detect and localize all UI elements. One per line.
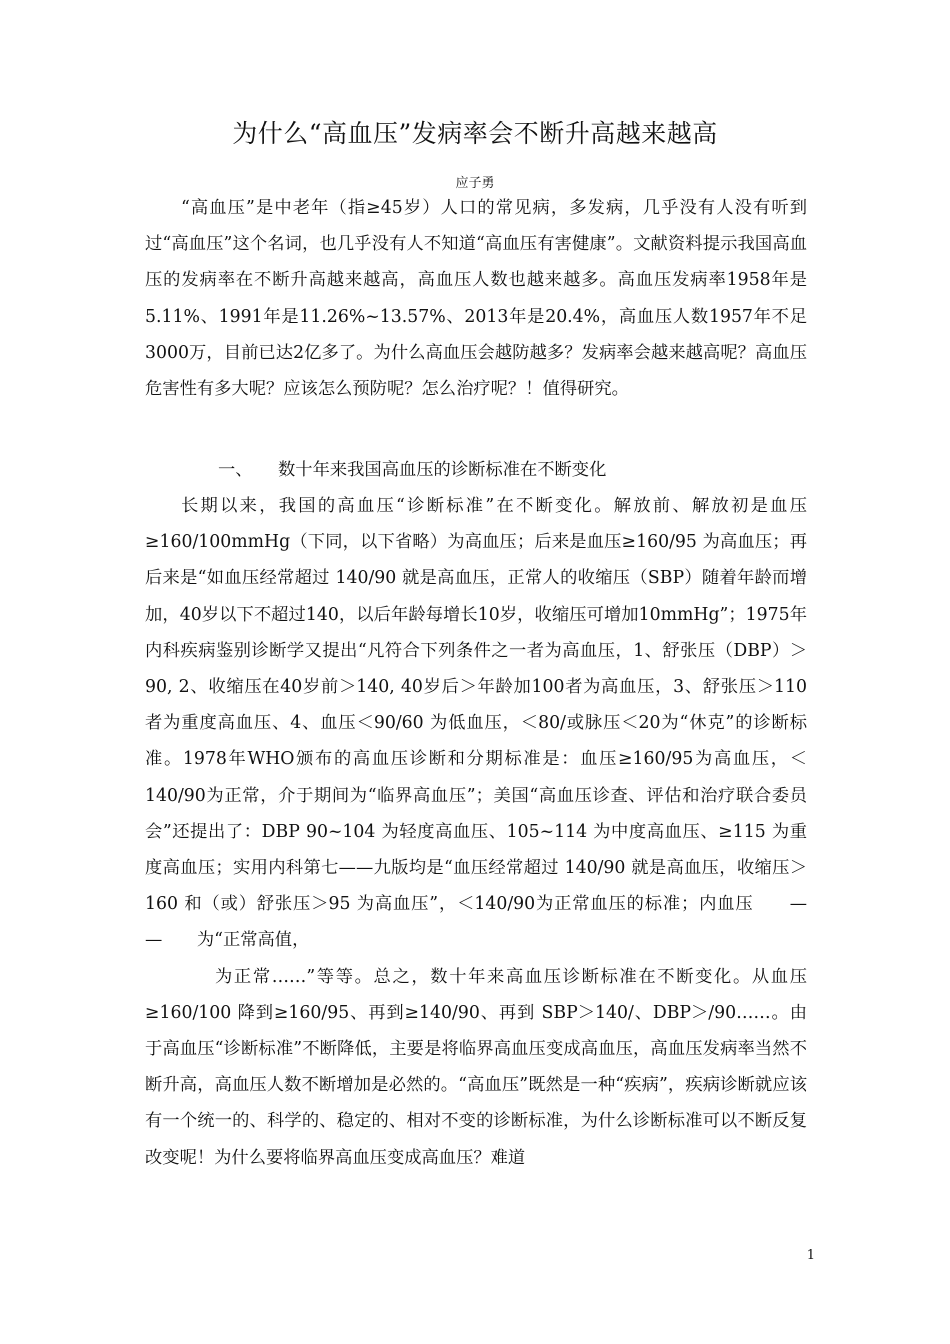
author-name: 应子勇 [455,176,495,191]
section-paragraph-b: 为正常……”等等。总之，数十年来高血压诊断标准在不断变化。从血压≥160/100 降到≥160/95、再到≥140/90、再到 SBP＞140/、DBP＞/90……。由于高血压“诊断标准”不断降低，主要是将临界高血压变成高血压，高血压发病率当然不断升高，高血压人数不断增加是必然的。“高血压”既然是一种“疾病”，疾病诊断就应该有一个统一的、科学的、稳定的、相对不变的诊断标准，为什么诊断标准可以不断反复改变呢！为什么要将临界高血压变成高血压？难道 [145,966,807,1168]
intro-paragraph: “高血压”是中老年（指≥45岁）人口的常见病，多发病，几乎没有人没有听到过“高血压”这个名词，也几乎没有人不知道“高血压有害健康”。文献资料提示我国高血压的发病率在不断升高越来越高，高血压人数也越来越多。高血压发病率1958年是5.11%、1991年是11.26%~13.57%、2013年是20.4%，高血压人数1957年不足3000万，目前已达2亿多了。为什么高血压会越防越多？发病率会越来越高呢？高血压危害性有多大呢？应该怎么预防呢？怎么治疗呢？！值得研究。 [145,198,807,400]
intro-section [145,190,807,407]
page-number: 1 [806,1248,815,1263]
section-paragraph-a: 长期以来，我国的高血压“诊断标准”在不断变化。解放前、解放初是血压≥160/100mmHg（下同，以下省略）为高血压；后来是血压≥160/95 为高血压；再后来是“如血压经常超过 140/90 就是高血压，正常人的收缩压（SBP）随着年龄而增加，40岁以下不超过140，以后年龄每增长10岁，收缩压可增加10mmHg”；1975年内科疾病鉴别诊断学又提出“凡符合下列条件之一者为高血压，1、舒张压（DBP）＞90, 2、收缩压在40岁前＞140, 40岁后＞年龄加100者为高血压，3、舒张压＞110 者为重度高血压、4、血压＜90/60 为低血压，＜80/或脉压＜20为“休克”的诊断标准。1978年WHO颁布的高血压诊断和分期标准是：血压≥160/95为高血压，＜140/90为正常，介于期间为“临界高血压”；美国“高血压诊查、评估和治疗联合委员会”还提出了：DBP 90~104 为轻度高血压、105~114 为中度高血压、≥115 为重度高血压；实用内科第七——九版均是“血压经常超过 140/90 就是高血压，收缩压＞160 和（或）舒张压＞95 为高血压”，＜140/90为正常血压的标准；内血压 — — 为“正常高值， [145,496,859,951]
section-heading-text: 数十年来我国高血压的诊断标准在不断变化 [278,460,607,480]
section-body [145,488,859,1176]
section-heading [218,452,606,488]
section-number: 一、 [218,460,253,480]
document-title: 为什么“高血压”发病率会不断升高越来越高 [232,119,718,148]
